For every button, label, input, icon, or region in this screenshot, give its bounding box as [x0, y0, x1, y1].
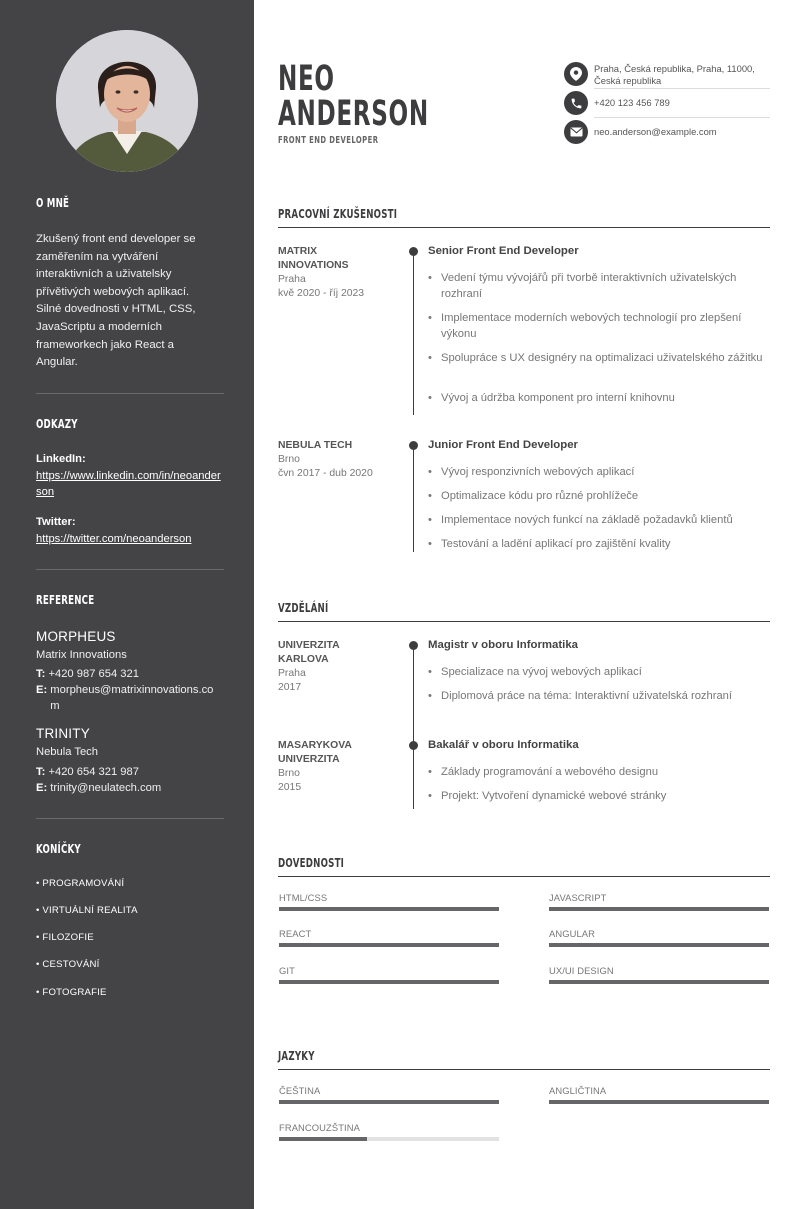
section-rule [278, 227, 770, 228]
education-heading: VZDĚLÁNÍ [278, 601, 329, 615]
avatar [56, 30, 198, 172]
skill-name: ANGULAR [549, 928, 596, 939]
experience-org-block [278, 439, 388, 481]
references-heading: REFERENCE [36, 593, 95, 607]
language-name: ANGLIČTINA [549, 1085, 607, 1096]
sidebar [0, 0, 254, 1209]
phone-label: T: [36, 766, 46, 778]
twitter-link[interactable]: https://twitter.com/neoanderson [36, 533, 192, 545]
skill-name: GIT [279, 965, 295, 976]
education-org-block [278, 739, 388, 795]
divider [594, 117, 770, 118]
reference-phone-value: +420 987 654 321 [48, 668, 139, 680]
employer-city: Praha [278, 274, 306, 285]
skills-heading: DOVEDNOSTI [278, 856, 345, 870]
skill-bar [279, 907, 499, 911]
twitter-label: Twitter: [36, 516, 76, 528]
list-item: • Optimalizace kódu pro různé prohlížeče [428, 488, 768, 504]
school-city: Brno [278, 768, 300, 779]
about-heading: O MNĚ [36, 196, 70, 210]
timeline-dot [409, 247, 418, 256]
skill-bar [279, 943, 499, 947]
list-item: • Diplomová práce na téma: Interaktivní uživatelská rozhraní [428, 688, 768, 704]
list-item: • Projekt: Vytvoření dynamické webové stránky [428, 788, 768, 804]
reference-email [36, 682, 222, 714]
email-label: E: [36, 782, 48, 794]
first-name: NEO [278, 59, 335, 99]
reference-company: Nebula Tech [36, 746, 98, 758]
graduation-year: 2015 [278, 782, 302, 793]
contact-address: Praha, Česká republika, Praha, 11000, Česká republika [594, 63, 755, 86]
job-title: Junior Front End Developer [428, 439, 578, 451]
divider [36, 569, 224, 570]
skill-bar [279, 980, 499, 984]
timeline-line [413, 251, 414, 415]
school-name: MASARYKOVA UNIVERZITA [278, 740, 352, 765]
employer-name: MATRIX INNOVATIONS [278, 246, 349, 271]
skill-bar [549, 943, 769, 947]
skill-bar-fill [549, 980, 769, 984]
employment-dates: kvě 2020 - říj 2023 [278, 288, 365, 299]
person-photo-icon [56, 30, 198, 172]
about-text: Zkušený front end developer se zaměřením na vytváření interaktivních a uživatelsky přívětivých webových aplikací. Silné dovednosti v HTML, CSS, JavaScriptu a moderních frameworkech jako React a Angular. [36, 233, 196, 369]
languages-heading: JAZYKY [278, 1049, 315, 1063]
experience-heading: PRACOVNÍ ZKUŠENOSTI [278, 207, 398, 221]
reference-company: Matrix Innovations [36, 649, 127, 661]
list-item: • Vývoj responzivních webových aplikací [428, 464, 768, 480]
linkedin-link[interactable]: https://www.linkedin.com/in/neoanderson [36, 470, 221, 498]
skill-bar-fill [549, 943, 769, 947]
experience-org-block [278, 245, 388, 301]
timeline-line [413, 645, 414, 809]
skill-name: REACT [279, 928, 312, 939]
linkedin-label: LinkedIn: [36, 453, 86, 465]
skill-bar-fill [279, 943, 499, 947]
language-bar-fill [549, 1100, 769, 1104]
degree-title: Magistr v oboru Informatika [428, 639, 578, 651]
hobbies-heading: KONÍČKY [36, 842, 81, 856]
reference-name: TRINITY [36, 726, 90, 741]
last-name: ANDERSON [278, 94, 429, 134]
education-org-block [278, 639, 388, 695]
skill-bar-fill [279, 907, 499, 911]
skill-bar [549, 907, 769, 911]
skill-name: HTML/CSS [279, 892, 328, 903]
list-item: • Spolupráce s UX designéry na optimalizaci uživatelského zážitku [428, 350, 768, 366]
section-rule [278, 876, 770, 877]
skill-bar-fill [549, 907, 769, 911]
school-name: UNIVERZITA KARLOVA [278, 640, 340, 665]
section-rule [278, 1069, 770, 1070]
job-title: Senior Front End Developer [428, 245, 579, 257]
skill-name: JAVASCRIPT [549, 892, 607, 903]
hobby-item: • FOTOGRAFIE [36, 987, 107, 998]
reference-email-value: trinity@neulatech.com [50, 782, 162, 794]
language-bar [279, 1137, 499, 1141]
graduation-year: 2017 [278, 682, 302, 693]
hobby-item: • FILOZOFIE [36, 932, 94, 943]
list-item: • Implementace moderních webových technologií pro zlepšení výkonu [428, 310, 768, 342]
hobby-item: • PROGRAMOVÁNÍ [36, 878, 125, 889]
list-item: • Testování a ladění aplikací pro zajištění kvality [428, 536, 768, 552]
language-bar-fill [279, 1100, 499, 1104]
skill-name: UX/UI DESIGN [549, 965, 614, 976]
phone-icon [564, 91, 588, 115]
envelope-icon [564, 120, 588, 144]
employer-city: Brno [278, 454, 300, 465]
reference-phone [36, 666, 222, 682]
skill-bar-fill [279, 980, 499, 984]
hobby-item: • VIRTUÁLNÍ REALITA [36, 905, 138, 916]
skill-bar [549, 980, 769, 984]
job-role: FRONT END DEVELOPER [278, 135, 379, 146]
language-name: FRANCOUZŠTINA [279, 1122, 360, 1133]
divider [36, 818, 224, 819]
contact-email[interactable]: neo.anderson@example.com [594, 126, 717, 137]
timeline-dot [409, 741, 418, 750]
timeline-dot [409, 641, 418, 650]
list-item: • Vývoj a údržba komponent pro interní knihovnu [428, 390, 768, 406]
list-item: • Základy programování a webového designu [428, 764, 768, 780]
timeline-line [413, 445, 414, 552]
school-city: Praha [278, 668, 306, 679]
timeline-dot [409, 441, 418, 450]
degree-title: Bakalář v oboru Informatika [428, 739, 579, 751]
location-pin-icon [564, 62, 588, 86]
reference-phone-value: +420 654 321 987 [48, 766, 139, 778]
reference-email-value: morpheus@matrixinnovations.com [50, 684, 214, 712]
list-item: • Vedení týmu vývojářů při tvorbě interaktivních uživatelských rozhraní [428, 270, 768, 302]
email-label: E: [36, 684, 48, 696]
list-item: • Specializace na vývoj webových aplikací [428, 664, 768, 680]
language-name: ČEŠTINA [279, 1085, 321, 1096]
language-bar-fill [279, 1137, 367, 1141]
divider [594, 88, 770, 89]
reference-phone [36, 764, 222, 780]
language-bar [549, 1100, 769, 1104]
employment-dates: čvn 2017 - dub 2020 [278, 468, 373, 479]
list-item: • Implementace nových funkcí na základě požadavků klientů [428, 512, 768, 528]
reference-email [36, 780, 222, 796]
phone-label: T: [36, 668, 46, 680]
reference-name: MORPHEUS [36, 629, 116, 644]
hobby-item: • CESTOVÁNÍ [36, 959, 100, 970]
employer-name: NEBULA TECH [278, 440, 353, 451]
contact-phone: +420 123 456 789 [594, 97, 670, 108]
links-heading: ODKAZY [36, 417, 78, 431]
language-bar [279, 1100, 499, 1104]
divider [36, 393, 224, 394]
section-rule [278, 621, 770, 622]
